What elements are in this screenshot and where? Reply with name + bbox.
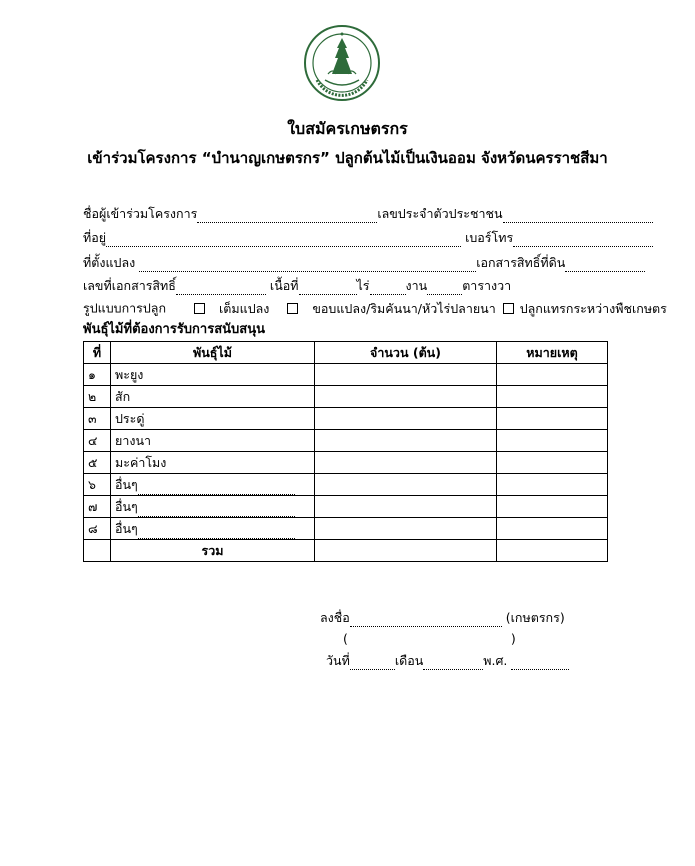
name-label: ชื่อผู้เข้าร่วมโครงการ bbox=[83, 206, 198, 221]
table-row bbox=[84, 386, 608, 408]
table-row bbox=[84, 452, 608, 474]
form-title: ใบสมัครเกษตรกร bbox=[287, 119, 408, 138]
species-name: อื่นๆ bbox=[115, 521, 138, 536]
table-total-row bbox=[84, 540, 608, 562]
species-name: ยางนา bbox=[111, 430, 315, 452]
paren-close: ) bbox=[510, 631, 516, 646]
signature-field[interactable] bbox=[350, 613, 502, 627]
plot-location-field[interactable] bbox=[139, 258, 476, 272]
id-label: เลขประจำตัวประชาชน bbox=[377, 206, 503, 221]
col-header-remarks: หมายเหตุ bbox=[497, 342, 608, 364]
species-name: ประดู่ bbox=[111, 408, 315, 430]
table-row bbox=[84, 430, 608, 452]
species-name: พะยูง bbox=[111, 364, 315, 386]
quantity-cell[interactable] bbox=[315, 496, 497, 518]
year-label: พ.ศ. bbox=[483, 653, 508, 668]
rai-field[interactable] bbox=[299, 281, 357, 295]
plot-location-label: ที่ตั้งแปลง bbox=[83, 255, 136, 270]
table-header-row bbox=[84, 342, 608, 364]
table-row bbox=[84, 408, 608, 430]
table-row bbox=[84, 518, 608, 540]
other-species-field[interactable] bbox=[138, 481, 295, 495]
area-row bbox=[83, 277, 511, 295]
name-id-row bbox=[83, 205, 653, 223]
remarks-cell[interactable] bbox=[497, 474, 608, 496]
name-field[interactable] bbox=[197, 209, 377, 223]
date-line bbox=[326, 652, 569, 670]
quantity-cell[interactable] bbox=[315, 386, 497, 408]
printed-name-line bbox=[343, 630, 516, 648]
row-number: ๒ bbox=[84, 386, 111, 408]
paren-open: ( bbox=[343, 631, 348, 646]
row-number: ๕ bbox=[84, 452, 111, 474]
remarks-cell[interactable] bbox=[497, 364, 608, 386]
row-number: ๗ bbox=[84, 496, 111, 518]
sqwa-field[interactable] bbox=[427, 281, 462, 295]
rai-label: ไร่ bbox=[356, 278, 370, 293]
address-field[interactable] bbox=[106, 233, 461, 247]
remarks-cell[interactable] bbox=[497, 408, 608, 430]
plot-row bbox=[83, 254, 645, 272]
species-other bbox=[111, 474, 315, 496]
ngan-label: งาน bbox=[405, 278, 428, 293]
total-label: รวม bbox=[111, 540, 315, 562]
option-full-plot-label: เต็มแปลง bbox=[219, 300, 270, 316]
planting-label: รูปแบบการปลูก bbox=[83, 300, 167, 316]
quantity-cell[interactable] bbox=[315, 364, 497, 386]
quantity-cell[interactable] bbox=[315, 452, 497, 474]
option-plot-border-label: ขอบแปลง/ริมคันนา/หัวไร่ปลายนา bbox=[312, 300, 496, 316]
checkbox-plot-border[interactable] bbox=[287, 303, 298, 314]
row-number: ๑ bbox=[84, 364, 111, 386]
phone-field[interactable] bbox=[513, 233, 653, 247]
doc-number-label: เลขที่เอกสารสิทธิ์ bbox=[83, 278, 176, 293]
date-label: วันที่ bbox=[326, 653, 350, 668]
address-row bbox=[83, 229, 653, 247]
table-row bbox=[84, 474, 608, 496]
col-header-quantity: จำนวน (ต้น) bbox=[315, 342, 497, 364]
farmer-label: (เกษตรกร) bbox=[505, 610, 565, 625]
support-heading: พันธุ์ไม้ที่ต้องการรับการสนับสนุน bbox=[83, 322, 265, 337]
remarks-cell[interactable] bbox=[497, 496, 608, 518]
area-label: เนื้อที่ bbox=[269, 278, 299, 293]
form-subtitle: เข้าร่วมโครงการ “บำนาญเกษตรกร” ปลูกต้นไม้เป็นเงินออม จังหวัดนครราชสีมา bbox=[87, 149, 608, 167]
province-seal-logo bbox=[303, 24, 381, 102]
quantity-cell[interactable] bbox=[315, 518, 497, 540]
species-name: อื่นๆ bbox=[115, 477, 138, 492]
option-intercrop-label: ปลูกแทรกระหว่างพืชเกษตร bbox=[519, 300, 667, 316]
sqwa-label: ตารางวา bbox=[462, 278, 512, 293]
quantity-cell[interactable] bbox=[315, 430, 497, 452]
species-name: อื่นๆ bbox=[115, 499, 138, 514]
quantity-cell[interactable] bbox=[315, 408, 497, 430]
planting-pattern-row bbox=[83, 299, 667, 317]
day-field[interactable] bbox=[350, 656, 395, 670]
species-other bbox=[111, 518, 315, 540]
phone-label: เบอร์โทร bbox=[465, 230, 514, 245]
other-species-field[interactable] bbox=[138, 525, 295, 539]
sign-label: ลงชื่อ bbox=[320, 610, 350, 625]
checkbox-full-plot[interactable] bbox=[194, 303, 205, 314]
total-blank-cell bbox=[84, 540, 111, 562]
species-other bbox=[111, 496, 315, 518]
total-remarks-cell[interactable] bbox=[497, 540, 608, 562]
col-header-species: พันธุ์ไม้ bbox=[111, 342, 315, 364]
year-field[interactable] bbox=[511, 656, 569, 670]
remarks-cell[interactable] bbox=[497, 430, 608, 452]
signature-line bbox=[320, 609, 565, 627]
row-number: ๖ bbox=[84, 474, 111, 496]
col-header-no: ที่ bbox=[84, 342, 111, 364]
remarks-cell[interactable] bbox=[497, 386, 608, 408]
ngan-field[interactable] bbox=[370, 281, 406, 295]
row-number: ๘ bbox=[84, 518, 111, 540]
quantity-cell[interactable] bbox=[315, 474, 497, 496]
remarks-cell[interactable] bbox=[497, 452, 608, 474]
month-label: เดือน bbox=[394, 653, 424, 668]
table-row bbox=[84, 364, 608, 386]
land-doc-field[interactable] bbox=[565, 258, 645, 272]
tree-species-table bbox=[83, 341, 608, 562]
doc-number-field[interactable] bbox=[176, 281, 266, 295]
species-name: มะค่าโมง bbox=[111, 452, 315, 474]
species-name: สัก bbox=[111, 386, 315, 408]
table-row bbox=[84, 496, 608, 518]
remarks-cell[interactable] bbox=[497, 518, 608, 540]
checkbox-intercrop[interactable] bbox=[503, 303, 514, 314]
row-number: ๔ bbox=[84, 430, 111, 452]
total-quantity-cell[interactable] bbox=[315, 540, 497, 562]
row-number: ๓ bbox=[84, 408, 111, 430]
land-doc-label: เอกสารสิทธิ์ที่ดิน bbox=[476, 255, 566, 270]
other-species-field[interactable] bbox=[138, 503, 295, 517]
month-field[interactable] bbox=[423, 656, 483, 670]
address-label: ที่อยู่ bbox=[83, 230, 107, 245]
id-field[interactable] bbox=[503, 209, 653, 223]
